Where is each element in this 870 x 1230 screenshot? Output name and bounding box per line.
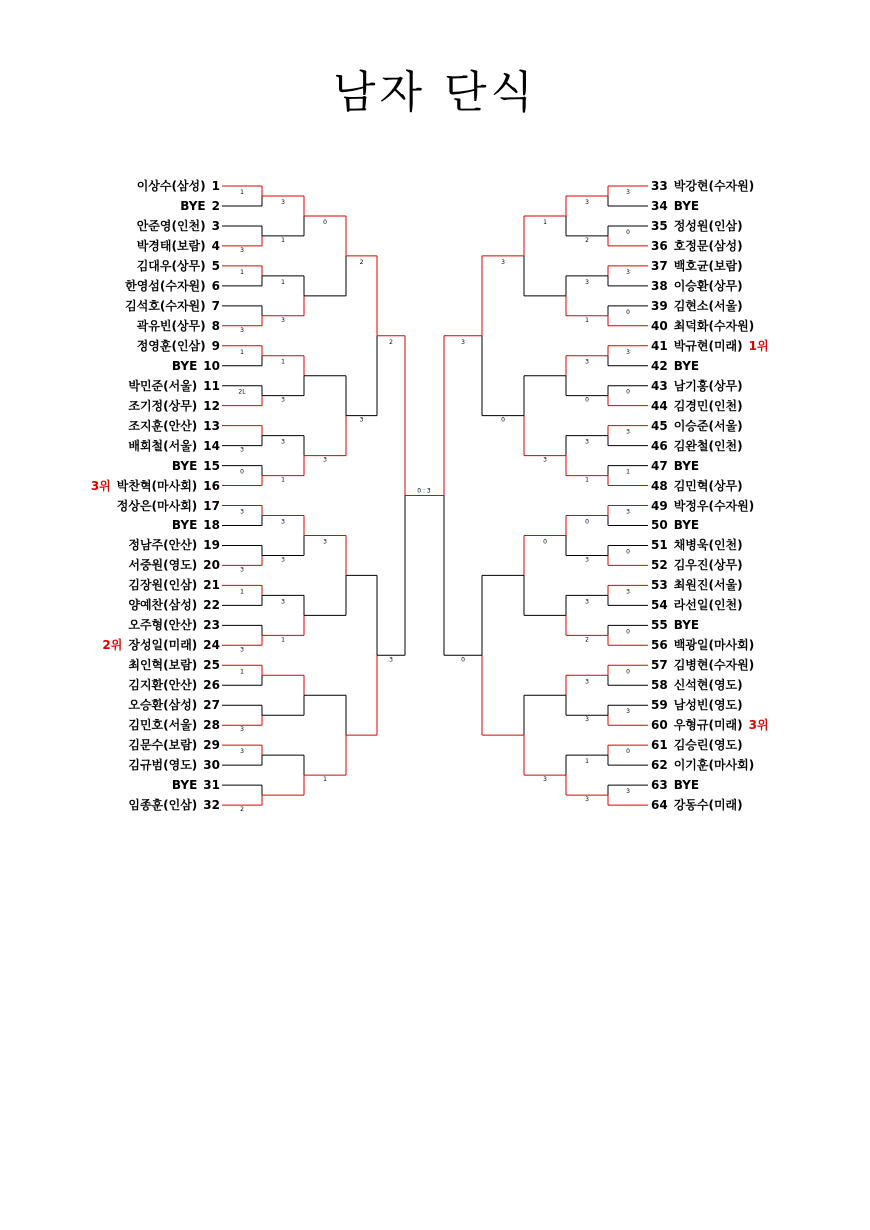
score-label: 1	[240, 348, 244, 356]
seed-number: 44	[651, 398, 668, 413]
player-name: 김민호(서울)	[128, 718, 198, 733]
seed-number: 47	[651, 458, 668, 473]
player-name: 조지훈(안산)	[128, 418, 198, 433]
player-name: 김대우(상무)	[136, 258, 206, 273]
player-name: BYE	[673, 198, 700, 213]
seed-number: 34	[651, 198, 668, 213]
seed-number: 50	[651, 518, 668, 533]
seed-number: 37	[651, 258, 668, 273]
player-name: 이승준(서울)	[673, 418, 743, 433]
player-name: 김병현(수자원)	[673, 658, 755, 673]
player-name: 한영섬(수자원)	[125, 278, 206, 293]
seed-number: 36	[651, 238, 668, 253]
player-name: BYE	[673, 618, 700, 633]
player-name: 라선일(인천)	[673, 598, 743, 613]
score-label: 3	[626, 268, 630, 276]
score-label: 3	[626, 788, 630, 796]
score-label: 0	[626, 228, 630, 236]
score-label: 1	[585, 316, 589, 324]
seed-number: 6	[211, 278, 220, 293]
player-name: 김현소(서울)	[673, 298, 743, 313]
player-name: BYE	[673, 518, 700, 533]
score-label: 3	[240, 446, 244, 454]
score-label: 3	[626, 189, 630, 196]
player-name: 백호균(보람)	[673, 258, 743, 273]
player-name: 정상은(마사회)	[116, 498, 198, 513]
seed-number: 55	[651, 618, 668, 633]
player-name: 김우진(상무)	[673, 558, 743, 573]
seed-number: 10	[203, 358, 220, 373]
score-label: 3	[281, 198, 285, 206]
rank-label: 3위	[748, 718, 769, 733]
player-name: 남기홍(상무)	[673, 378, 743, 393]
score-label: 0	[323, 218, 327, 226]
seed-number: 63	[651, 778, 668, 793]
seed-number: 18	[203, 518, 220, 533]
player-name: 백광일(마사회)	[673, 638, 755, 653]
player-name: BYE	[180, 198, 206, 213]
seed-number: 31	[203, 778, 220, 793]
player-name: 최덕화(수자원)	[673, 318, 755, 333]
player-name: 임종훈(인삼)	[128, 798, 198, 813]
score-label: 3	[626, 428, 630, 436]
seed-number: 2	[211, 198, 220, 213]
seed-number: 4	[211, 238, 220, 253]
score-label: 3	[585, 598, 589, 606]
seed-number: 64	[651, 798, 668, 813]
rank-label: 2위	[102, 638, 123, 653]
seed-number: 56	[651, 638, 668, 653]
score-label: 3	[240, 566, 244, 574]
player-name: BYE	[673, 778, 700, 793]
seed-number: 17	[203, 498, 220, 513]
seed-number: 62	[651, 758, 668, 773]
seed-number: 30	[203, 758, 220, 773]
score-label: 0	[501, 416, 505, 424]
score-label: 3	[543, 456, 547, 464]
score-label: 0	[585, 396, 589, 404]
score-label: 0	[543, 538, 547, 546]
seed-number: 14	[203, 438, 220, 453]
seed-number: 41	[651, 338, 668, 353]
player-name: 박규현(미래)	[673, 338, 743, 353]
player-name: 호정문(삼성)	[673, 238, 743, 253]
score-label: 1	[240, 268, 244, 276]
score-label: 3	[323, 456, 327, 464]
score-label: 0	[461, 656, 465, 664]
seed-number: 45	[651, 418, 668, 433]
score-label: 1	[281, 636, 285, 644]
player-name: 박민준(서울)	[128, 378, 198, 393]
score-label: 0	[626, 668, 630, 676]
seed-number: 27	[203, 698, 220, 713]
seed-number: 33	[651, 179, 668, 193]
score-label: 1	[626, 468, 630, 476]
score-label: 3	[281, 438, 285, 446]
rank-label: 3위	[90, 478, 111, 493]
seed-number: 46	[651, 438, 668, 453]
seed-number: 48	[651, 478, 668, 493]
player-name: 김지환(안산)	[128, 678, 198, 693]
seed-number: 60	[651, 718, 668, 733]
final-score: 0 : 3	[417, 487, 431, 495]
player-name: 최원진(서울)	[673, 578, 743, 593]
player-name: 장성일(미래)	[128, 638, 198, 653]
score-label: 1	[585, 476, 589, 484]
score-label: 3	[543, 776, 547, 784]
score-label: 3	[281, 518, 285, 526]
player-name: 김경민(인천)	[673, 398, 743, 413]
score-label: 3	[626, 708, 630, 716]
player-name: BYE	[171, 358, 198, 373]
player-name: 조기정(상무)	[128, 398, 198, 413]
seed-number: 29	[203, 738, 220, 753]
player-name: 안준영(인천)	[136, 218, 206, 233]
player-name: 박강현(수자원)	[673, 179, 755, 193]
rank-label: 1위	[748, 338, 769, 353]
player-name: 정성원(인삼)	[673, 218, 743, 233]
seed-number: 52	[651, 558, 668, 573]
score-label: 3	[461, 338, 465, 346]
score-label: 1	[585, 758, 589, 766]
player-name: 김문수(보람)	[128, 738, 198, 753]
seed-number: 26	[203, 678, 220, 693]
player-name: 김완철(인천)	[673, 438, 743, 453]
score-label: 2L	[238, 388, 246, 396]
score-label: 3	[626, 508, 630, 516]
score-label: 2	[585, 236, 589, 244]
score-label: 3	[626, 348, 630, 356]
score-label: 1	[281, 236, 285, 244]
player-name: 김규범(영도)	[128, 758, 198, 773]
seed-number: 22	[203, 598, 220, 613]
player-name: 김승린(영도)	[673, 738, 743, 753]
seed-number: 19	[203, 538, 220, 553]
player-name: 정영훈(인삼)	[136, 338, 206, 353]
score-label: 0	[626, 308, 630, 316]
score-label: 1	[543, 218, 547, 226]
score-label: 1	[240, 668, 244, 676]
score-label: 3	[501, 258, 505, 266]
seed-number: 43	[651, 378, 668, 393]
seed-number: 38	[651, 278, 668, 293]
seed-number: 25	[203, 658, 220, 673]
seed-number: 1	[211, 179, 220, 193]
score-label: 3	[585, 278, 589, 286]
player-name: BYE	[673, 458, 700, 473]
score-label: 3	[585, 796, 589, 804]
player-name: 이승환(상무)	[673, 278, 743, 293]
score-label: 3	[359, 416, 364, 424]
seed-number: 61	[651, 738, 668, 753]
seed-number: 20	[203, 558, 220, 573]
page-title: 남자 단식	[332, 67, 537, 118]
player-name: 서중원(영도)	[128, 558, 198, 573]
seed-number: 5	[211, 258, 220, 273]
player-name: 김석호(수자원)	[125, 298, 206, 313]
player-name: 남성빈(영도)	[673, 698, 743, 713]
seed-number: 42	[651, 358, 668, 373]
score-label: 3	[240, 748, 244, 756]
score-label: 2	[359, 258, 364, 266]
score-label: 3	[389, 656, 393, 664]
score-label: 0	[240, 468, 244, 476]
score-label: 3	[240, 508, 244, 516]
score-label: 1	[240, 588, 244, 596]
player-name: 양예찬(삼성)	[128, 598, 198, 613]
score-label: 0	[626, 628, 630, 636]
player-name: 오승환(삼성)	[128, 698, 198, 713]
seed-number: 12	[203, 398, 220, 413]
seed-number: 53	[651, 578, 668, 593]
seed-number: 24	[203, 638, 220, 653]
score-label: 2	[389, 338, 393, 346]
seed-number: 32	[203, 798, 220, 813]
player-name: 채병욱(인천)	[673, 538, 743, 553]
score-label: 1	[281, 358, 285, 366]
score-label: 1	[281, 476, 285, 484]
seed-number: 23	[203, 618, 220, 633]
player-name: 신석현(영도)	[673, 678, 743, 693]
seed-number: 58	[651, 678, 668, 693]
score-label: 3	[585, 358, 589, 366]
score-label: 0	[626, 548, 630, 556]
player-name: BYE	[673, 358, 700, 373]
score-label: 0	[626, 388, 630, 396]
score-label: 3	[281, 396, 285, 404]
player-name: 곽유빈(상무)	[136, 318, 206, 333]
seed-number: 13	[203, 418, 220, 433]
score-label: 3	[585, 198, 589, 206]
seed-number: 39	[651, 298, 668, 313]
score-label: 0	[585, 518, 589, 526]
seed-number: 51	[651, 538, 668, 553]
score-label: 0	[626, 748, 630, 756]
seed-number: 28	[203, 718, 220, 733]
score-label: 3	[240, 246, 244, 254]
player-name: 배회철(서울)	[128, 438, 198, 453]
player-name: BYE	[171, 458, 198, 473]
score-label: 3	[240, 646, 244, 654]
score-label: 3	[626, 588, 630, 596]
player-name: 박찬혁(마사회)	[116, 478, 198, 493]
player-name: 최인혁(보람)	[128, 658, 198, 673]
seed-number: 59	[651, 698, 668, 713]
player-name: 박경태(보람)	[136, 238, 206, 253]
score-label: 3	[240, 326, 244, 334]
player-name: 강동수(미래)	[673, 798, 743, 813]
seed-number: 9	[211, 338, 220, 353]
player-name: 이기훈(마사회)	[673, 758, 755, 773]
player-name: 김민혁(상무)	[673, 478, 743, 493]
seed-number: 35	[651, 218, 668, 233]
seed-number: 54	[651, 598, 668, 613]
player-name: 박정우(수자원)	[673, 498, 755, 513]
seed-number: 21	[203, 578, 220, 593]
player-name: 이상수(삼성)	[136, 179, 206, 193]
seed-number: 15	[203, 458, 220, 473]
score-label: 2	[585, 636, 589, 644]
score-label: 3	[281, 598, 285, 606]
score-label: 3	[585, 556, 589, 564]
seed-number: 57	[651, 658, 668, 673]
seed-number: 8	[211, 318, 220, 333]
score-label: 1	[240, 189, 244, 196]
score-label: 3	[281, 556, 285, 564]
player-name: BYE	[171, 778, 198, 793]
score-label: 3	[585, 716, 589, 724]
score-label: 3	[323, 538, 327, 546]
player-name: 우형규(미래)	[673, 718, 743, 733]
score-label: 3	[281, 316, 285, 324]
seed-number: 49	[651, 498, 668, 513]
seed-number: 11	[203, 378, 220, 393]
player-name: 김장원(인삼)	[128, 578, 198, 593]
score-label: 2	[240, 806, 244, 814]
seed-number: 3	[211, 218, 220, 233]
player-name: 오주형(안산)	[128, 618, 198, 633]
seed-number: 7	[211, 298, 220, 313]
seed-number: 16	[203, 478, 220, 493]
score-label: 1	[281, 278, 285, 286]
score-label: 1	[323, 776, 327, 784]
player-name: 정남주(안산)	[128, 538, 198, 553]
score-label: 3	[585, 438, 589, 446]
score-label: 3	[240, 726, 244, 734]
score-label: 3	[585, 678, 589, 686]
player-name: BYE	[171, 518, 198, 533]
seed-number: 40	[651, 318, 668, 333]
